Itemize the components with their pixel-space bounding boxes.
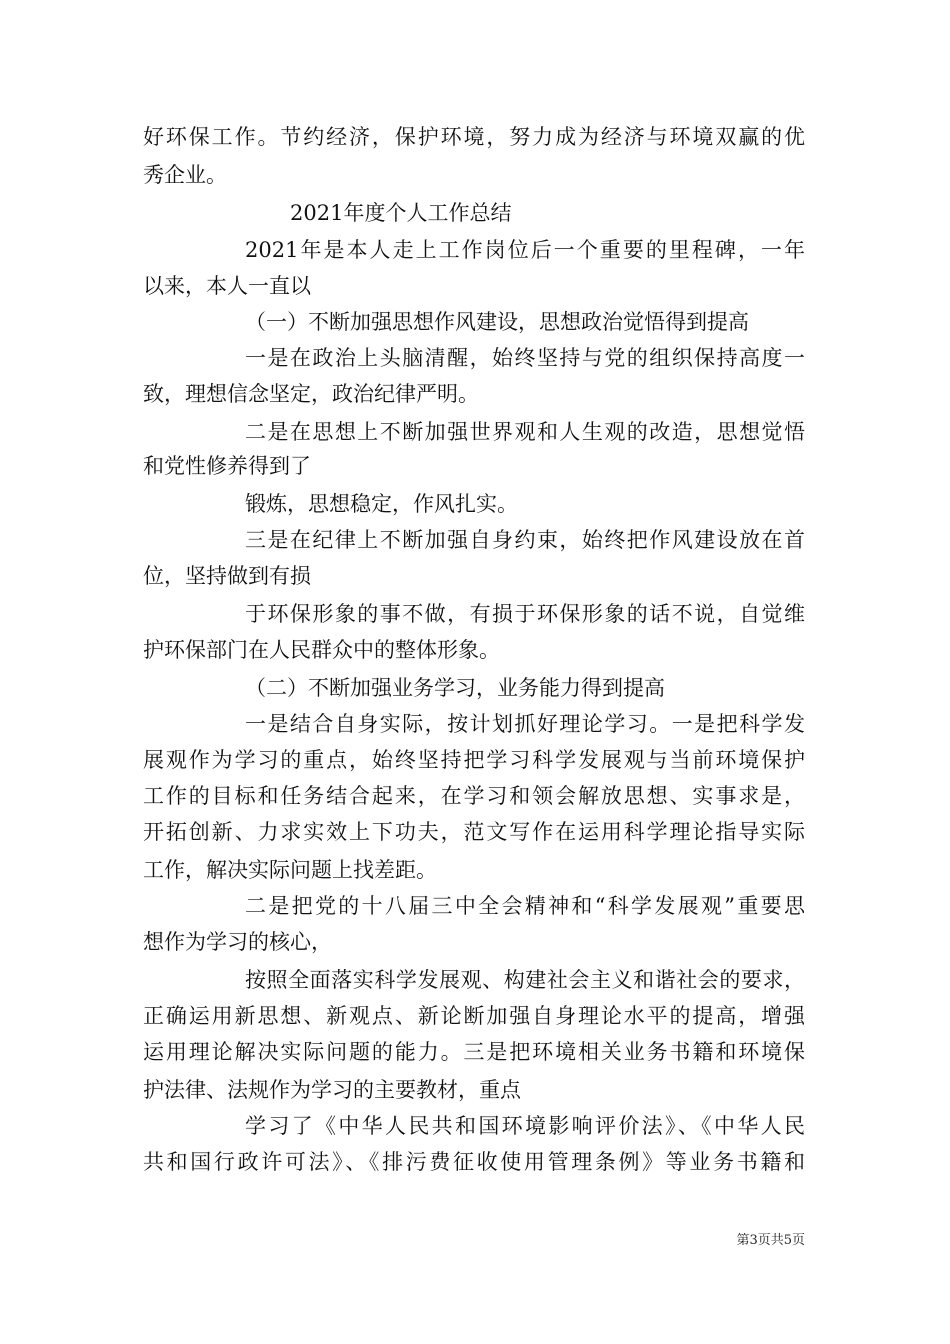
- document-title: 2021年度个人工作总结: [290, 201, 512, 225]
- text-line: 护法律、法规作为学习的主要教材，重点: [143, 1078, 521, 1102]
- text-line: （二）不断加强业务学习，业务能力得到提高: [245, 676, 665, 700]
- text-line: 二是在思想上不断加强世界观和人生观的改造，思想觉悟: [245, 420, 805, 444]
- text-line: 以来，本人一直以: [143, 274, 311, 298]
- text-line: 和党性修养得到了: [143, 454, 311, 478]
- text-line: 秀企业。: [143, 163, 227, 187]
- text-line: 按照全面落实科学发展观、构建社会主义和谐社会的要求，: [245, 968, 805, 992]
- page-number-footer: 第3页共5页: [736, 1233, 805, 1248]
- text-line: 致，理想信念坚定，政治纪律严明。: [143, 382, 479, 406]
- text-line: 好环保工作。节约经济，保护环境，努力成为经济与环境双赢的优: [143, 125, 805, 149]
- text-line: 学习了《中华人民共和国环境影响评价法》、《中华人民: [245, 1114, 805, 1138]
- text-line: 运用理论解决实际问题的能力。三是把环境相关业务书籍和环境保: [143, 1040, 805, 1064]
- text-line: 工作的目标和任务结合起来，在学习和领会解放思想、实事求是，: [143, 784, 805, 808]
- text-line: 锻炼，思想稳定，作风扎实。: [245, 492, 518, 516]
- text-line: 位，坚持做到有损: [143, 564, 311, 588]
- text-line: 于环保形象的事不做，有损于环保形象的话不说，自觉维: [245, 602, 805, 626]
- text-line: 共和国行政许可法》、《排污费征收使用管理条例》等业务书籍和: [143, 1150, 805, 1174]
- text-line: 想作为学习的核心，: [143, 930, 332, 954]
- text-line: 工作，解决实际问题上找差距。: [143, 858, 437, 882]
- text-line: 正确运用新思想、新观点、新论断加强自身理论水平的提高，增强: [143, 1004, 805, 1028]
- text-line: 护环保部门在人民群众中的整体形象。: [143, 638, 500, 662]
- text-line: 2021年是本人走上工作岗位后一个重要的里程碑，一年: [245, 238, 805, 262]
- text-line: （一）不断加强思想作风建设，思想政治觉悟得到提高: [245, 310, 749, 334]
- text-line: 一是结合自身实际，按计划抓好理论学习。一是把科学发: [245, 712, 805, 736]
- text-line: 展观作为学习的重点，始终坚持把学习科学发展观与当前环境保护: [143, 748, 805, 772]
- text-line: 一是在政治上头脑清醒，始终坚持与党的组织保持高度一: [245, 346, 805, 370]
- text-line: 二是把党的十八届三中全会精神和“科学发展观”重要思: [245, 894, 805, 918]
- text-line: 三是在纪律上不断加强自身约束，始终把作风建设放在首: [245, 528, 805, 552]
- text-line: 开拓创新、力求实效上下功夫，范文写作在运用科学理论指导实际: [143, 820, 805, 844]
